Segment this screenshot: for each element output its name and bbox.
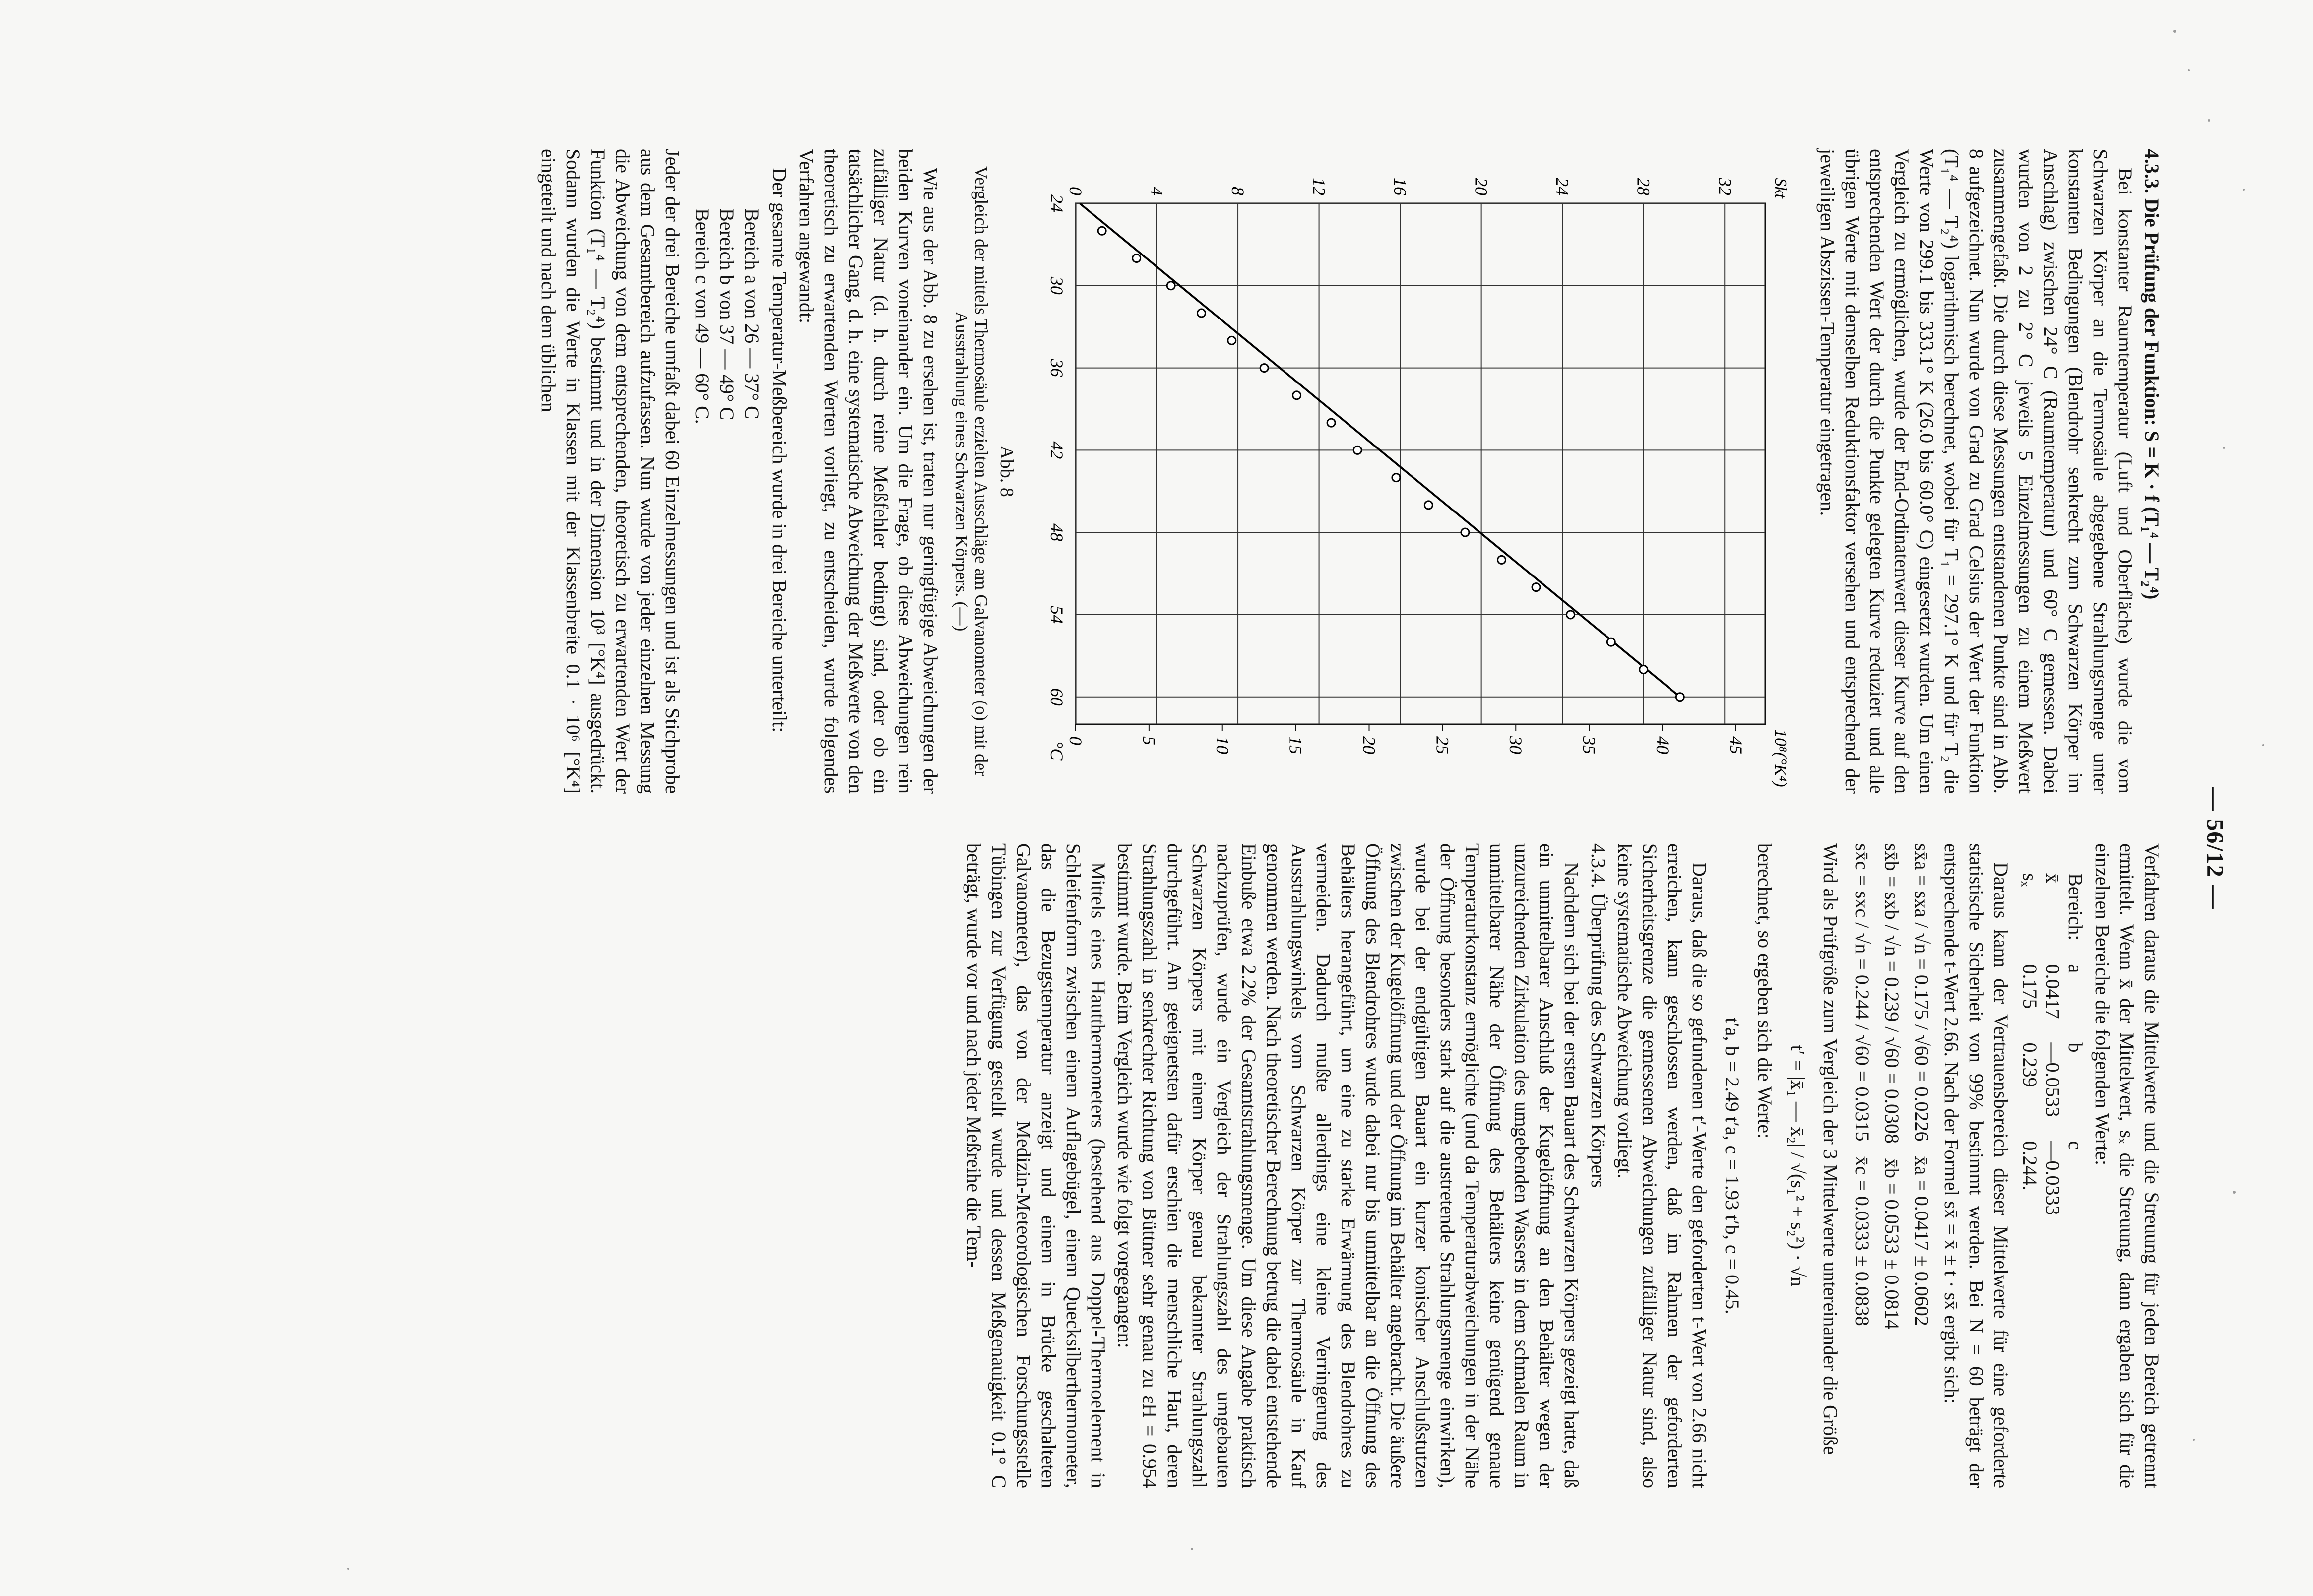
data-point bbox=[1133, 255, 1141, 262]
y-left-tick-label: 28 bbox=[1633, 178, 1654, 195]
y-right-tick-label: 45 bbox=[1726, 736, 1746, 754]
values-table bbox=[2018, 873, 2087, 1239]
table-cell: —0.0333 bbox=[2042, 1141, 2064, 1215]
x-tick-label: 24 bbox=[1047, 194, 1067, 212]
data-point bbox=[1532, 583, 1540, 591]
table-header: c bbox=[2064, 1141, 2087, 1150]
range-list bbox=[690, 208, 764, 794]
paragraph: Daraus, daß die so gefundenen t′-Werte den geforderten t-Wert von 2.66 nicht erreichen, kann geschlossen werden, daß im Rahmen der geforderten Sicherheitsgrenze die gemessenen Abweichungen zufälliger Natur sind, also keine systematische Abweichung vorliegt. bbox=[1614, 843, 1711, 1488]
left-column bbox=[534, 149, 2164, 794]
y-right-tick-label: 35 bbox=[1579, 736, 1600, 754]
table-cell: 0.175 bbox=[2019, 964, 2041, 1009]
y-right-tick-label: 30 bbox=[1506, 736, 1526, 754]
y-right-tick-label: 25 bbox=[1432, 736, 1453, 754]
table-header: a bbox=[2064, 964, 2087, 973]
y-right-tick-label: 10 bbox=[1212, 736, 1232, 754]
paragraph: Mittels eines Hautthermometers (bestehend aus Doppel-Thermoelement in Schleifenform zwischen einem Auflagebügel, einem Quecksilberthermometer, das die Bezugstemperatur anzeigt und einem in Brücke geschalteten Galvanometer), das von der Medizin-Meteorologischen Forschungsstelle Tübingen zur Verfügung gestellt wurde und dessen Meßgenauigkeit 0.1° C beträgt, wurde vor und nach jeder Meßreihe die Tem- bbox=[963, 843, 1109, 1488]
y-left-tick-label: 12 bbox=[1309, 178, 1329, 195]
range-c: Bereich c von 49 — 60° C. bbox=[691, 208, 713, 424]
figure bbox=[952, 149, 1800, 794]
plot-frame bbox=[1076, 203, 1765, 724]
equation-b: sx̄b = sxb / √n = 0.239 / √60 = 0.0308 x̄b = 0.0533 ± 0.0814 bbox=[1881, 843, 1903, 1330]
data-point bbox=[1353, 446, 1361, 454]
data-point bbox=[1327, 419, 1335, 427]
paragraph: Daraus kann der Vertrauensbereich dieser Mittelwerte für eine geforderte statistische Sicherheit von 99% bestimmt werden. Bei N = 60 beträgt der entsprechende t-Wert 2.66. Nach der Formel sx̄ = x̄ ± t · sx̄ ergibt sich: bbox=[1940, 843, 2012, 1488]
table-cell: 0.0417 bbox=[2042, 964, 2064, 1019]
y-left-tick-label: 20 bbox=[1471, 178, 1491, 195]
data-point bbox=[1098, 227, 1106, 235]
table-cell: 0.239 bbox=[2019, 1042, 2041, 1087]
range-b: Bereich b von 37 — 49° C bbox=[716, 208, 738, 421]
section-heading: 4.3.3. Die Prüfung der Funktion: S = K · f (T₁⁴ — T₂⁴) bbox=[2141, 149, 2163, 600]
data-point bbox=[1607, 638, 1615, 646]
data-point bbox=[1424, 501, 1432, 509]
y-right-axis-label: 10⁸(°K⁴) bbox=[1771, 729, 1790, 787]
x-tick-label: 30 bbox=[1047, 276, 1067, 295]
equation-a: sx̄a = sxa / √n = 0.175 / √60 = 0.0226 x̄a = 0.0417 ± 0.0602 bbox=[1911, 843, 1933, 1326]
y-left-tick-label: 24 bbox=[1552, 178, 1573, 195]
y-right-tick-label: 40 bbox=[1652, 736, 1672, 754]
table-header: b bbox=[2064, 1042, 2087, 1053]
equation-t: t′ = |x̄₁ — x̄₂| / √(s₁² + s₂²) · √n bbox=[1787, 1045, 1809, 1287]
y-left-axis-label: Skt bbox=[1771, 178, 1790, 198]
table-cell: —0.0533 bbox=[2042, 1042, 2064, 1117]
y-right-tick-label: 5 bbox=[1139, 736, 1159, 745]
paragraph: Jeder der drei Bereiche umfaßt dabei 60 Einzelmessungen und ist als Stichprobe aus dem Gesamtbereich aufzufassen. Nun wurde von jeder einzelnen Messung die Abweichung von dem entsprechenden, theoretisch zu erwartenden Wert der Funktion (T₁⁴ — T₂⁴) bestimmt und in der Dimension 10³ [°K⁴] ausgedrückt. Sodann wurden die Werte in Klassen mit der Klassenbreite 0.1 · 10⁶ [°K⁴] eingeteilt und nach dem üblichen bbox=[537, 149, 684, 794]
data-point bbox=[1260, 364, 1268, 372]
data-point bbox=[1567, 611, 1575, 619]
right-column bbox=[960, 843, 2164, 1488]
y-left-tick-label: 32 bbox=[1715, 178, 1735, 195]
section-heading-2: 4.3.4. Überprüfung des Schwarzen Körpers bbox=[1587, 843, 1609, 1188]
y-left-tick-label: 0 bbox=[1066, 187, 1086, 195]
data-point bbox=[1197, 309, 1205, 317]
y-right-tick-label: 15 bbox=[1285, 736, 1306, 754]
x-tick-label: 60 bbox=[1047, 688, 1067, 706]
y-left-tick-label: 16 bbox=[1390, 178, 1411, 195]
figure-label: Abb. 8 bbox=[996, 446, 1017, 497]
equation-c: sx̄c = sxc / √n = 0.244 / √60 = 0.0315 x̄c = 0.0333 ± 0.0838 bbox=[1851, 843, 1873, 1326]
data-point bbox=[1228, 336, 1236, 344]
page-number: — 56/12 — bbox=[2202, 787, 2228, 910]
data-point bbox=[1461, 528, 1469, 536]
data-point bbox=[1167, 282, 1175, 290]
paragraph: Bei konstanter Raumtemperatur (Luft und Oberfläche) wurde die vom Schwarzen Körper an die Termosäule abgegebene Strahlungsmenge unter konstanten Bedingungen (Blendrohr senkrecht zum Schwarzen Körper im Anschlag) zwischen 24° C (Raumtemperatur) und 60° C gemessen. Dabei wurden von 2 zu 2° C jeweils 5 Einzelmessungen zu einem Meßwert zusammengefaßt. Die durch diese Messungen entstandenen Punkte sind in Abb. 8 aufgezeichnet. Nun wurde von Grad zu Grad Celsius der Wert der Funktion (T₁⁴ — T₂⁴) logarithmisch berechnet, wobei für T₁ = 297.1° K und für T₂ die Werte von 299.1 bis 333.1° K (26.0 bis 60.0° C) eingesetzt wurden. Um einen Vergleich zu ermöglichen, wurde der End-Ordinatenwert dieser Kurve auf den entsprechenden Wert der durch die Punkte gelegten Kurve reduziert und alle übrigen Werte mit demselben Reduktionsfaktor versehen und entsprechend der jeweiligen Abszissen-Temperatur eingetragen. bbox=[1816, 149, 2136, 794]
table-cell: 0.244. bbox=[2019, 1141, 2041, 1191]
paragraph: Wird als Prüfgröße zum Vergleich der 3 Mittelwerte untereinander die Größe bbox=[1819, 843, 1842, 1455]
paragraph: Der gesamte Temperatur-Meßbereich wurde in drei Bereiche unterteilt: bbox=[769, 168, 791, 733]
x-axis-label: °C bbox=[1047, 741, 1067, 761]
figure-caption: Vergleich der mittels Thermosäule erzielten Ausschläge am Galvanometer (o) mit der Ausstrahlung eines Schwarzen Körpers. (—) bbox=[952, 166, 991, 777]
paragraph: Nachdem sich bei der ersten Bauart des Schwarzen Körpers gezeigt hatte, daß ein unmittelbarer Anschluß der Kugelöffnung an den Behälter wegen der unzureichenden Zirkulation des umgebenden Wassers in dem schmalen Raum in unmittelbarer Nähe der Öffnung des Behälters keine genügend genaue Temperaturkonstanz ermöglichte (und da Temperaturabweichungen in der Nähe der Öffnung besonders stark auf die austretende Strahlungsmenge einwirken), wurde bei der endgültigen Bauart ein kurzer konischer Anschlußstutzen zwischen der Kugelöffnung und der Öffnung im Behälter angebracht. Die äußere Öffnung des Blendrohres wurde dabei nur bis unmittelbar an die Öffnung des Behälters herangeführt, um eine zu starke Erwärmung des Blendrohres zu vermeiden. Dadurch mußte allerdings eine kleine Verringerung des Ausstrahlungswinkels vom Schwarzen Körper zur Thermosäule in Kauf genommen werden. Nach theoretischer Berechnung betrug die dabei entstehende Einbuße etwa 2.2% der Gesamtstrahlungsmenge. Um diese Angabe praktisch nachzuprüfen, wurde ein Vergleich der Strahlungszahl des umgebauten Schwarzen Körpers mit einem Körper genau bekannter Strahlungszahl durchgeführt. Am geeignetsten dafür erschien die menschliche Haut, deren Strahlungszahl in senkrechter Richtung von Büttner sehr genau zu εH = 0.954 bestimmt wurde. Beim Vergleich wurde wie folgt vorgegangen: bbox=[1114, 843, 1583, 1488]
x-tick-label: 42 bbox=[1047, 441, 1067, 459]
x-tick-label: 36 bbox=[1047, 359, 1067, 377]
data-point bbox=[1293, 391, 1301, 399]
y-left-tick-label: 8 bbox=[1228, 187, 1248, 195]
table-header: Bereich: bbox=[2064, 873, 2087, 941]
table-cell: x̄ bbox=[2042, 873, 2064, 883]
paragraph: berechnet, so ergeben sich die Werte: bbox=[1754, 843, 1776, 1139]
chart-abb8 bbox=[1026, 149, 1800, 794]
x-tick-label: 48 bbox=[1047, 523, 1067, 542]
y-right-tick-label: 20 bbox=[1359, 736, 1379, 754]
data-point bbox=[1640, 665, 1648, 673]
paragraph: Wie aus der Abb. 8 zu ersehen ist, traten nur geringfügige Abweichungen der beiden Kurven voneinander ein. Um die Frage, ob diese Abweichungen rein zufälliger Natur (d. h. durch reine Meßfehler bedingt) sind, oder ob ein tatsächlicher Gang, d. h. eine systematische Abweichung der Meßwerte von den theoretisch zu erwartenden Werten vorliegt, zu entscheiden, wurde folgendes Verfahren angewandt: bbox=[795, 149, 942, 794]
x-tick-label: 54 bbox=[1047, 605, 1067, 624]
table-cell: sₓ bbox=[2019, 873, 2041, 887]
y-right-tick-label: 0 bbox=[1066, 736, 1086, 745]
range-a: Bereich a von 26 — 37° C bbox=[741, 208, 763, 419]
data-point bbox=[1498, 556, 1506, 564]
paragraph: Verfahren daraus die Mittelwerte und die Streuung für jeden Bereich getrennt ermittelt. Wenn x̄ der Mittelwert, sₓ die Streuung, dann ergaben sich für die einzelnen Bereiche die folgenden Werte: bbox=[2091, 843, 2163, 1488]
y-left-tick-label: 4 bbox=[1147, 187, 1167, 195]
data-point bbox=[1676, 693, 1684, 701]
equation-values: t′a, b = 2.49 t′a, c = 1.93 t′b, c = 0.45. bbox=[1721, 1017, 1743, 1315]
data-point bbox=[1392, 474, 1400, 482]
